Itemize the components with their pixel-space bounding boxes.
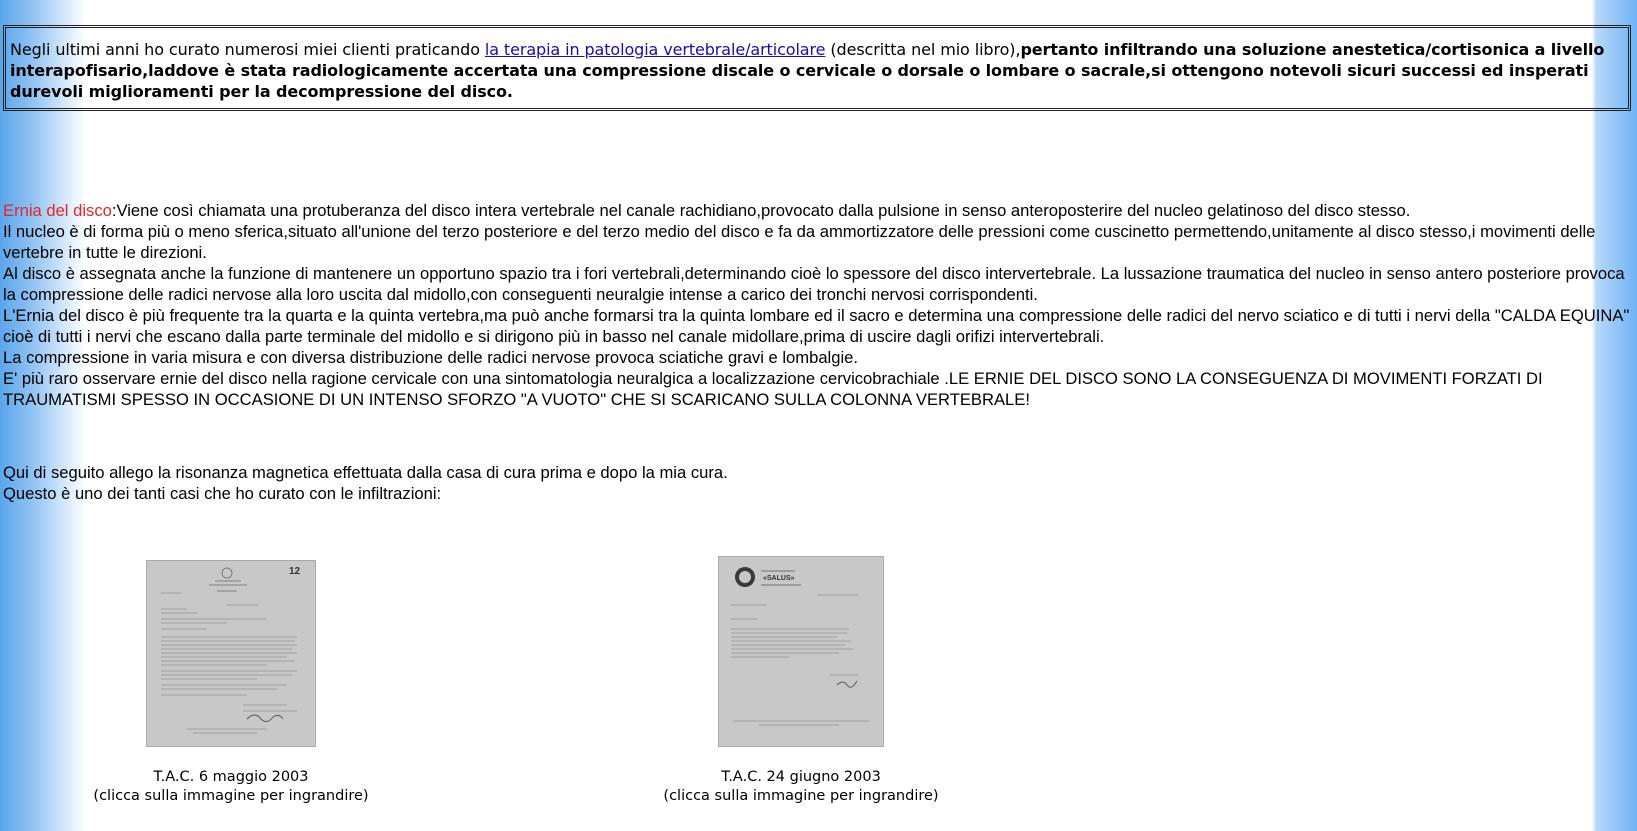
figure-tac-june xyxy=(660,556,942,806)
tac-may-thumbnail[interactable] xyxy=(146,560,316,747)
caption-hint: (clicca sulla immagine per ingrandire) xyxy=(663,788,939,804)
intro-text-after: (descritta nel mio libro), xyxy=(825,40,1021,59)
caption-title: T.A.C. 24 giugno 2003 xyxy=(721,769,881,785)
article-paragraph: E' più raro osservare ernie del disco nella ragione cervicale con una sintomatologia neuralgica a localizzazione cervicobrachiale .LE ERNIE DEL DISCO SONO LA CONSEGUENZA DI MOVIMENTI FORZATI DI TRAUMATISMI SPESSO IN OCCASIONE DI UN INTENSO SFORZO "A VUOTO" CHE SI SCARICANO SULLA COLONNA VERTEBRALE! xyxy=(3,369,1543,409)
caption-tac-may xyxy=(90,768,372,806)
tac-june-thumbnail[interactable] xyxy=(718,556,884,747)
section-intro xyxy=(3,462,1203,504)
clinic-logo-text: «SALUS» xyxy=(763,575,795,582)
section-line-1: Qui di seguito allego la risonanza magnetica effettuata dalla casa di cura prima e dopo la mia cura. xyxy=(3,463,728,482)
definition-paragraph xyxy=(3,200,1633,221)
figure-tac-may xyxy=(90,560,372,806)
intro-box xyxy=(3,25,1631,111)
article-paragraph: La compressione in varia misura e con diversa distribuzione delle radici nervose provoca sciatiche gravi e lombalgie. xyxy=(3,348,858,367)
definition-text: :Viene così chiamata una protuberanza del disco intera vertebrale nel canale rachidiano,provocato dalla pulsione in senso anteroposterire del nucleo gelatinoso del disco stesso. xyxy=(111,201,1411,220)
article-paragraph: L'Ernia del disco è più frequente tra la quarta e la quinta vertebra,ma può anche formarsi tra la quinta lombare ed il sacro e determina una compressione delle radici del nervo sciatico e di tutti i nervi della "CALDA EQUINA" cioè di tutti i nervi che escano dalla parte terminale del midollo e si dirigono più in basso nel canale midollare,prima di uscire dagli orifizi intervertebrali. xyxy=(3,306,1630,346)
caption-hint: (clicca sulla immagine per ingrandire) xyxy=(93,788,369,804)
page-number-label: 12 xyxy=(289,566,301,577)
section-line-2: Questo è uno dei tanti casi che ho curato con le infiltrazioni: xyxy=(3,484,442,503)
article-paragraph: Il nucleo è di forma più o meno sferica,situato all'unione del terzo posteriore e del terzo medio del disco e fa da ammortizzatore delle pressioni come cuscinetto permettendo,unitamente al disco stesso,i movimenti delle vertebre in tutte le direzioni. xyxy=(3,222,1596,262)
article-paragraph: Al disco è assegnata anche la funzione di mantenere un opportuno spazio tra i fori vertebrali,determinando cioè lo spessore del disco intervertebrale. La lussazione traumatica del nucleo in senso antero posteriore provoca la compressione delle radici nervose alla loro uscita dal midollo,con conseguenti neuralgie intense a carico dei tronchi nervosi corrispondenti. xyxy=(3,264,1625,304)
therapy-link[interactable]: la terapia in patologia vertebrale/articolare xyxy=(484,40,826,59)
article xyxy=(3,200,1633,410)
caption-tac-june xyxy=(660,768,942,806)
intro-bold-text: pertanto infiltrando una soluzione anestetica/cortisonica a livello interapofisario,laddove è stata radiologicamente accertata una compressione discale o cervicale o dorsale o lombare o sacrale,si ottengono notevoli sicuri successi ed insperati durevoli miglioramenti per la decompressione del disco. xyxy=(10,40,1605,101)
intro-text: Negli ultimi anni ho curato numerosi miei clienti praticando xyxy=(10,40,485,59)
caption-title: T.A.C. 6 maggio 2003 xyxy=(153,769,309,785)
term-ernia-del-disco: Ernia del disco xyxy=(3,201,112,220)
